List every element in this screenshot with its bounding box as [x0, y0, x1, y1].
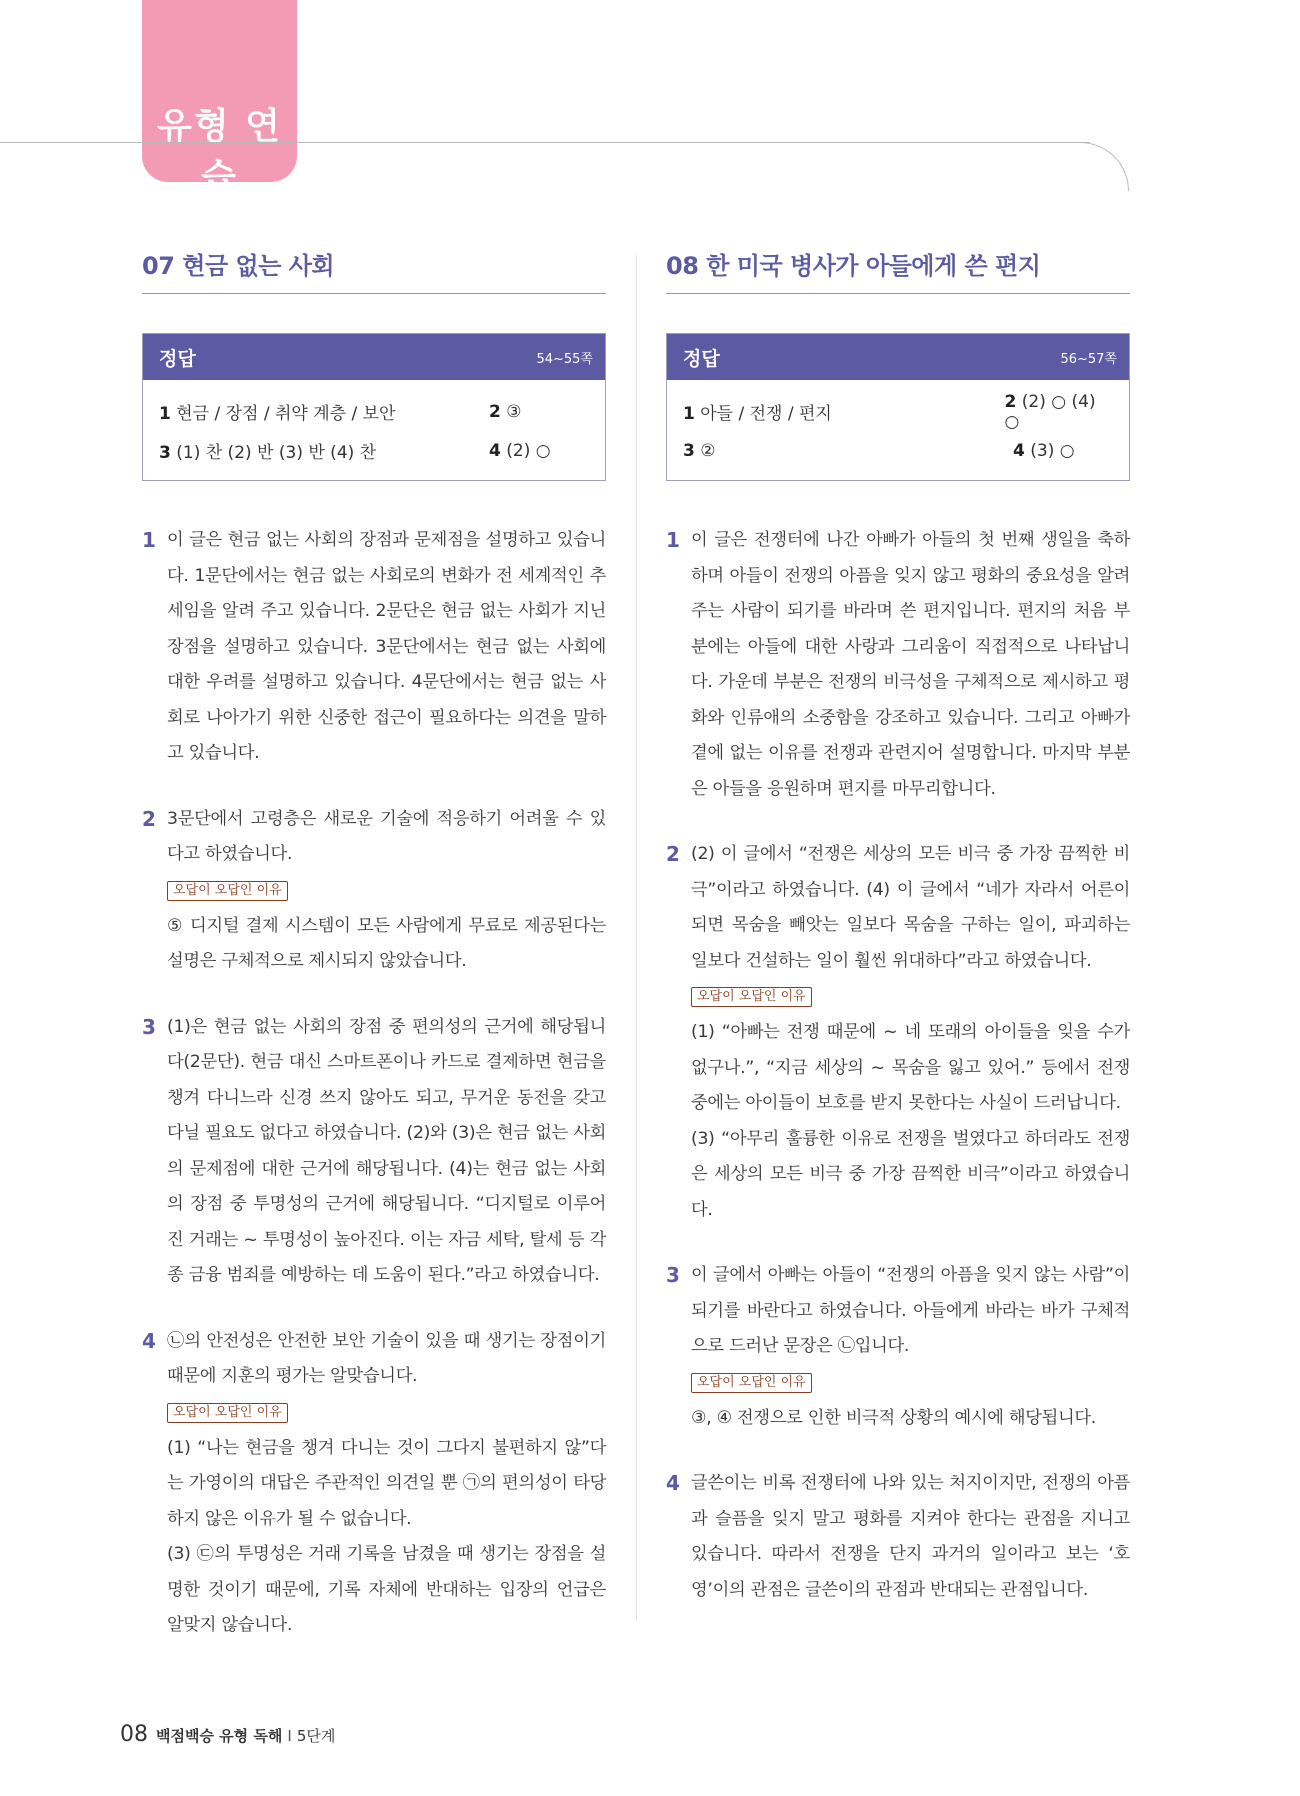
page-footer [120, 1722, 335, 1747]
section-title: 08 한 미국 병사가 아들에게 쓴 편지 [666, 246, 1130, 294]
item-number: 4 [142, 1328, 156, 1353]
answer-cell: 4 (3) ○ [1013, 440, 1075, 461]
answer-row [683, 431, 1113, 470]
answer-cell: 4 (2) ○ [489, 440, 551, 461]
answer-cell: 2 ③ [489, 401, 522, 422]
header-tab-title: 유형 연습 [157, 106, 282, 198]
answer-box [666, 333, 1130, 481]
explanation-item [142, 802, 606, 980]
wrong-answer-badge: 오답이 오답인 이유 [691, 1373, 812, 1393]
item-text: ⑤ 디지털 결제 시스템이 모든 사람에게 무료로 제공된다는 설명은 구체적으로 제시되지 않았습니다. [167, 915, 606, 971]
item-text: 이 글은 현금 없는 사회의 장점과 문제점을 설명하고 있습니다. 1문단에서는 현금 없는 사회로의 변화가 전 세계적인 추세임을 알려 주고 있습니다. 2문단은 현금 없는 사회가 지닌 장점을 설명하고 있습니다. 3문단에서는 현금 없는 사회에 대한 우려를 설명하고 있습니다. 4문단에서는 현금 없는 사회로 나아가기 위한 신중한 접근이 필요하다는 의견을 말하고 있습니다. [167, 530, 606, 763]
header-tab [142, 0, 297, 198]
wrong-answer-badge: 오답이 오답인 이유 [167, 1403, 288, 1423]
page-number: 08 [120, 1722, 148, 1747]
wrong-answer-badge: 오답이 오답인 이유 [167, 881, 288, 901]
answer-cell: 3 ② [683, 440, 716, 461]
section-title: 07 현금 없는 사회 [142, 246, 606, 294]
left-column [142, 246, 606, 1674]
explanation-item [142, 1010, 606, 1294]
answer-cell: 3 (1) 찬 (2) 반 (3) 반 (4) 찬 [159, 443, 377, 463]
answer-label: 정답 [159, 347, 196, 370]
header-rule-corner [1062, 142, 1129, 191]
answer-box-body [667, 380, 1129, 480]
item-text: (1) “아빠는 전쟁 때문에 ~ 네 또래의 아이들을 잊을 수가 없구나.”, “지금 세상의 ~ 목숨을 잃고 있어.” 등에서 전쟁 중에는 아이들이 보호를 받지 못한다는 사실이 드러납니다. [691, 1022, 1130, 1113]
answer-box-header [143, 334, 605, 380]
item-text: ③, ④ 전쟁으로 인한 비극적 상황의 예시에 해당됩니다. [691, 1407, 1096, 1428]
answer-label: 정답 [683, 347, 720, 370]
explanation-list [666, 523, 1130, 1608]
answer-cell: 1 아들 / 전쟁 / 편지 [683, 404, 832, 424]
item-text: 이 글에서 아빠는 아들이 “전쟁의 아픔을 잊지 않는 사람”이 되기를 바란다고 하였습니다. 아들에게 바라는 바가 구체적으로 드러난 문장은 ㉡입니다. [691, 1265, 1130, 1356]
answer-box-header [667, 334, 1129, 380]
answer-box [142, 333, 606, 481]
explanation-item [666, 837, 1130, 1228]
item-number: 1 [666, 528, 680, 552]
explanation-item [666, 1466, 1130, 1608]
item-number: 4 [666, 1471, 680, 1495]
answer-pages: 56~57쪽 [1060, 351, 1117, 367]
column-divider [636, 255, 637, 1620]
item-text: (1) “나는 현금을 챙겨 다니는 것이 그다지 불편하지 않”다는 가영이의 대답은 주관적인 의견일 뿐 ㉠의 편의성이 타당하지 않은 이유가 될 수 없습니다. [167, 1437, 606, 1529]
answer-cell: 1 현금 / 장점 / 취약 계층 / 보안 [159, 404, 396, 424]
answer-pages: 54~55쪽 [536, 351, 593, 367]
answer-row [683, 392, 1113, 431]
footer-separator: I [287, 1727, 292, 1745]
item-number: 3 [142, 1014, 156, 1039]
item-text: (2) 이 글에서 “전쟁은 세상의 모든 비극 중 가장 끔찍한 비극”이라고 하였습니다. (4) 이 글에서 “네가 자라서 어른이 되면 목숨을 빼앗는 일보다 목숨을 구하는 일이, 파괴하는 일보다 건설하는 일이 훨씬 위대하다”라고 하였습니다. [691, 844, 1130, 971]
item-text: (3) ㉢의 투명성은 거래 기록을 남겼을 때 생기는 장점을 설명한 것이기 때문에, 기록 자체에 반대하는 입장의 언급은 알맞지 않습니다. [167, 1544, 606, 1635]
wrong-answer-badge: 오답이 오답인 이유 [691, 987, 812, 1007]
answer-row [159, 431, 589, 470]
explanation-item [666, 1258, 1130, 1436]
answer-box-body [143, 380, 605, 480]
item-number: 1 [142, 528, 156, 552]
book-level: 5단계 [296, 1727, 336, 1745]
explanation-item [142, 1324, 606, 1644]
item-number: 2 [666, 842, 680, 866]
right-column [666, 246, 1130, 1638]
item-text: 이 글은 전쟁터에 나간 아빠가 아들의 첫 번째 생일을 축하하며 아들이 전쟁의 아픔을 잊지 않고 평화의 중요성을 알려주는 사람이 되기를 바라며 쓴 편지입니다. 편지의 처음 부분에는 아들에 대한 사랑과 그리움이 직접적으로 나타납니다. 가운데 부분은 전쟁의 비극성을 구체적으로 제시하고 평화와 인류애의 소중함을 강조하고 있습니다. 그리고 아빠가 곁에 없는 이유를 전쟁과 관련지어 설명합니다. 마지막 부분은 아들을 응원하며 편지를 마무리합니다. [691, 530, 1130, 799]
explanation-list [142, 523, 606, 1644]
explanation-item [666, 523, 1130, 807]
item-number: 2 [142, 806, 156, 831]
item-text: ㉡의 안전성은 안전한 보안 기술이 있을 때 생기는 장점이기 때문에 지훈의 평가는 알맞습니다. [167, 1330, 606, 1386]
item-text: (1)은 현금 없는 사회의 장점 중 편의성의 근거에 해당됩니다(2문단). 현금 대신 스마트폰이나 카드로 결제하면 현금을 챙겨 다니느라 신경 쓰지 않아도 되고, 무거운 동전을 갖고 다닐 필요도 없다고 하였습니다. (2)와 (3)은 현금 없는 사회의 문제점에 대한 근거에 해당됩니다. (4)는 현금 없는 사회의 장점 중 투명성의 근거에 해당됩니다. “디지털로 이루어진 거래는 ~ 투명성이 높아진다. 이는 자금 세탁, 탈세 등 각종 금융 범죄를 예방하는 데 도움이 된다.”라고 하였습니다. [167, 1016, 606, 1285]
item-number: 3 [666, 1263, 680, 1287]
answer-row [159, 392, 589, 431]
header-rule [0, 142, 1090, 143]
item-text: (3) “아무리 훌륭한 이유로 전쟁을 벌였다고 하더라도 전쟁은 세상의 모든 비극 중 가장 끔찍한 비극”이라고 하였습니다. [691, 1128, 1130, 1220]
item-text: 글쓴이는 비록 전쟁터에 나와 있는 처지이지만, 전쟁의 아픔과 슬픔을 잊지 말고 평화를 지켜야 한다는 관점을 지니고 있습니다. 따라서 전쟁을 단지 과거의 일이라고 보는 ‘호영’이의 관점은 글쓴이의 관점과 반대되는 관점입니다. [691, 1473, 1130, 1600]
book-title: 백점백승 유형 독해 [156, 1727, 283, 1745]
answer-cell: 2 (2) ○ (4) ○ [1004, 391, 1096, 432]
item-text: 3문단에서 고령층은 새로운 기술에 적응하기 어려울 수 있다고 하였습니다. [167, 808, 606, 864]
explanation-item [142, 523, 606, 772]
